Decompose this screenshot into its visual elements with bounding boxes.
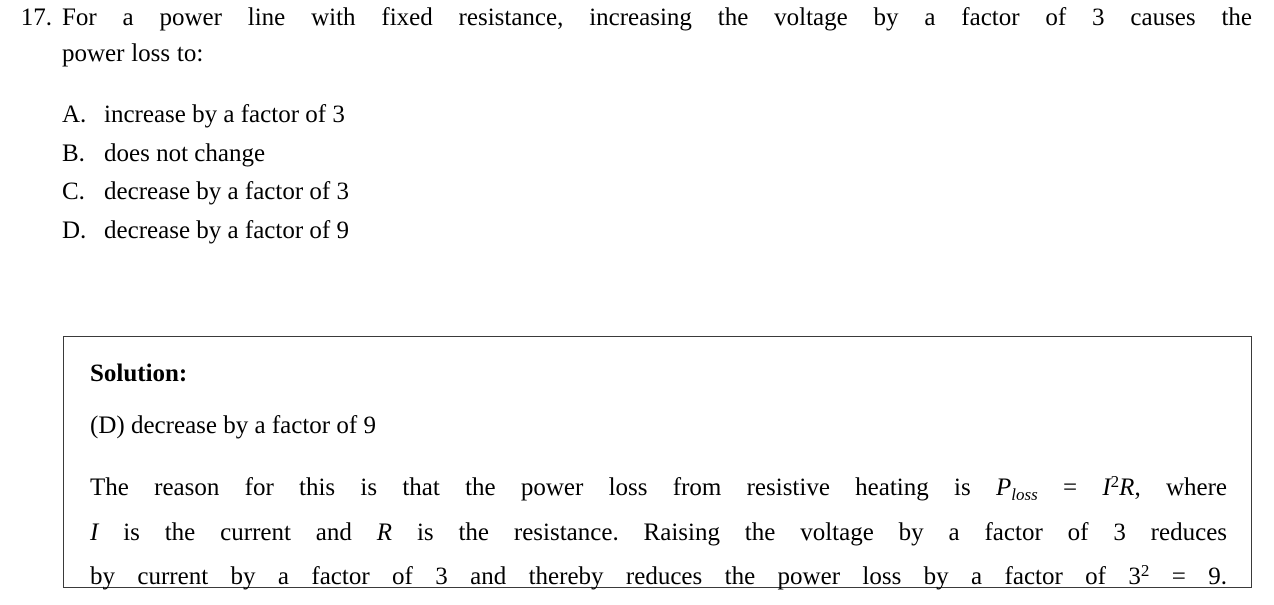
question-number: 17.	[20, 4, 52, 31]
solution-line-3-text-b: = 9.	[1171, 563, 1227, 591]
solution-line-2-text-b: is the current and	[123, 519, 352, 547]
solution-line-2-text-d: is the resistance. Raising the voltage by a factor of 3 reduces	[416, 519, 1228, 547]
answer-choice-d-letter: D.	[62, 216, 87, 244]
power-loss-formula	[995, 472, 1135, 505]
formula-symbol-r: R	[1119, 474, 1135, 502]
answer-choice-c[interactable]	[62, 173, 349, 212]
symbol-r-resistance: R	[376, 519, 393, 547]
answer-choice-b-letter: B.	[62, 139, 85, 167]
question-first-line	[0, 0, 1274, 72]
symbol-i-current: I	[90, 519, 99, 547]
question-text	[62, 0, 1252, 72]
solution-title: Solution:	[90, 360, 188, 387]
solution-explanation-line-3	[90, 552, 1227, 596]
solution-explanation	[90, 463, 1227, 596]
answer-choice-a[interactable]	[62, 96, 349, 135]
answer-choice-c-letter: C.	[62, 178, 85, 205]
answer-choice-b-text: does not change	[104, 139, 266, 167]
question-text-line-1: For a power line with fixed resistance, increasing the voltage by a factor of 3 causes the	[62, 4, 1252, 31]
answer-choice-a-text: increase by a factor of 3	[104, 101, 345, 128]
solution-explanation-line-1	[90, 463, 1227, 514]
formula-symbol-i: I	[1102, 474, 1111, 502]
answer-choices-list	[62, 96, 349, 250]
formula-equals: =	[1062, 474, 1078, 502]
formula-subscript-loss: loss	[1011, 485, 1038, 505]
solution-line-1-text-b: , where	[1134, 474, 1228, 502]
formula-symbol-p: P	[995, 474, 1012, 502]
solution-line-3-text-a: by current by a factor of 3 and thereby reduces the power loss by a factor of 3	[90, 563, 1141, 591]
question-block	[0, 0, 1274, 72]
answer-choice-d-text: decrease by a factor of 9	[104, 216, 349, 244]
solution-box	[63, 336, 1252, 591]
answer-choice-c-text: decrease by a factor of 3	[104, 178, 349, 205]
answer-choice-b[interactable]	[62, 135, 349, 174]
solution-content	[64, 337, 1251, 596]
solution-explanation-line-2	[90, 514, 1227, 552]
question-text-line-2: power loss to:	[62, 40, 204, 67]
solution-answer: (D) decrease by a factor of 9	[90, 412, 376, 439]
formula-exponent-2: 2	[1110, 472, 1120, 491]
solution-line-3-exponent: 2	[1140, 561, 1150, 581]
answer-choice-d[interactable]	[62, 212, 349, 251]
solution-line-1-text-a: The reason for this is that the power loss from resistive heating is	[90, 474, 971, 502]
answer-choice-a-letter: A.	[62, 101, 87, 128]
